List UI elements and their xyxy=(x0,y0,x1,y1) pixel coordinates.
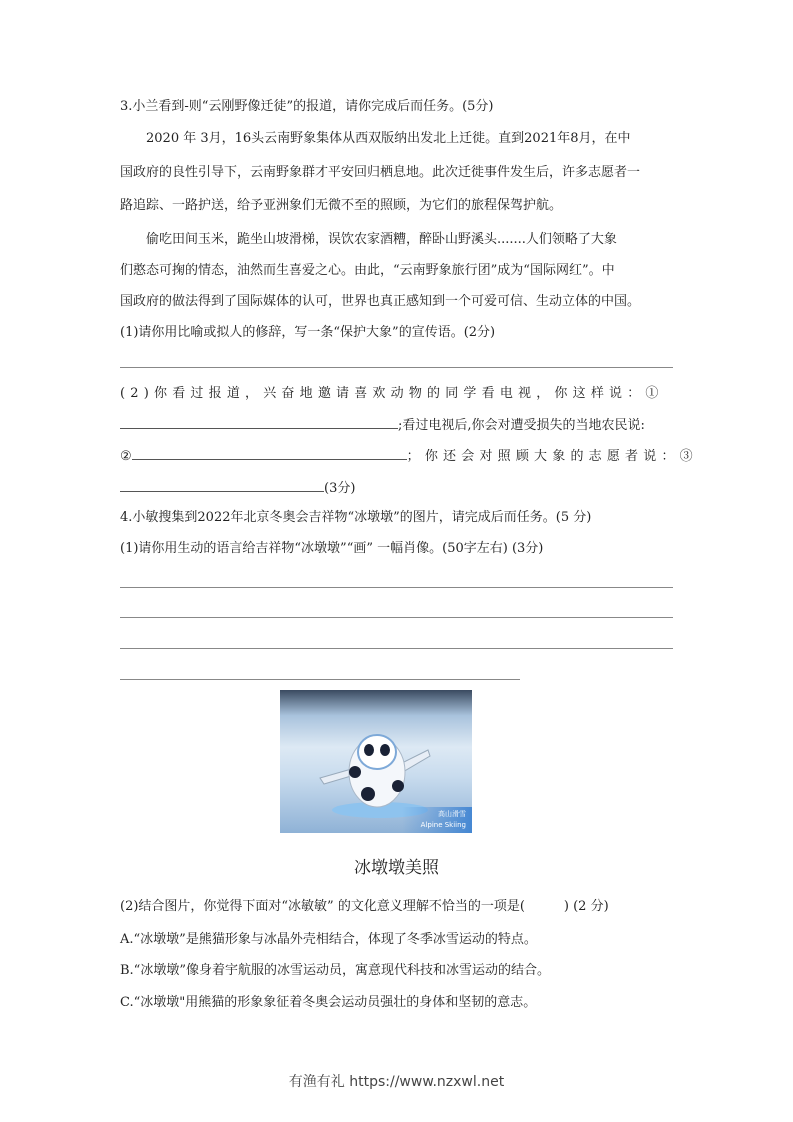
answer-line[interactable] xyxy=(120,587,673,588)
q3-para2-line: 偷吃田间玉米，跪坐山坡滑梯，误饮农家酒糟，醉卧山野溪头.......人们领略了大象 xyxy=(146,232,617,247)
answer-line[interactable] xyxy=(120,648,673,649)
q3-para2-line: 国政府的做法得到了国际媒体的认可，世界也真正感知到一个可爱可信、生动立体的中国。 xyxy=(120,294,641,309)
photo-label-en: Alpine Skiing xyxy=(420,821,466,829)
bing-dwen-dwen-photo xyxy=(280,690,472,833)
answer-blank-3[interactable] xyxy=(120,479,324,492)
q3-para1-line: 2020 年 3月，16头云南野象集体从西双版纳出发北上迁徙。直到2021年8月，在中 xyxy=(146,131,631,146)
photo-label xyxy=(402,807,472,833)
answer-line[interactable] xyxy=(120,617,673,618)
q3-para1-line: 国政府的良性引导下，云南野象群才平安回归栖息地。此次迁徙事件发生后，许多志愿者一 xyxy=(120,165,641,180)
q3-sub2-score: (3分) xyxy=(324,481,356,496)
q3-sub2-line3: ；你还会对照顾大象的志愿者说：③ xyxy=(406,449,698,464)
q3-sub2-circle2: ② xyxy=(120,449,132,464)
q3-para2-line: 们憨态可掬的情态，油然而生喜爱之心。由此，“云南野象旅行团”成为“国际网红”。中 xyxy=(120,263,615,278)
photo-caption: 冰墩墩美照 xyxy=(354,858,439,878)
q3-sub1: (1)请你用比喻或拟人的修辞，写一条“保护大象”的宣传语。(2分) xyxy=(120,325,496,340)
answer-blank-2[interactable] xyxy=(132,447,407,460)
q3-sub2-line2: ;看过电视后,你会对遭受损失的当地农民说: xyxy=(398,418,645,433)
answer-blank-1[interactable] xyxy=(120,416,398,429)
q4-title: 4.小敏搜集到2022年北京冬奥会吉祥物“冰墩墩”的图片，请完成后而任务。(5 分) xyxy=(120,510,592,525)
q3-sub2-line1: (2)你看过报道，兴奋地邀请喜欢动物的同学看电视，你这样说：① xyxy=(120,386,664,401)
option-b: B.“冰墩墩”像身着宇航服的冰雪运动员，寓意现代科技和冰雪运动的结合。 xyxy=(120,963,550,978)
answer-line[interactable] xyxy=(120,367,673,368)
q3-para1-line: 路追踪、一路护送，给予亚洲象们无微不至的照顾，为它们的旅程保驾护航。 xyxy=(120,198,563,213)
option-c: C.“冰墩墩"用熊猫的形象象征着冬奥会运动员强壮的身体和坚韧的意志。 xyxy=(120,995,537,1010)
option-a: A.“冰墩墩”是熊猫形象与冰晶外壳相结合，体现了冬季冰雪运动的特点。 xyxy=(120,932,537,947)
q4-sub1: (1)请你用生动的语言给吉祥物“冰墩墩”“画” 一幅肖像。(50字左右) (3分) xyxy=(120,541,544,556)
q3-title: 3.小兰看到-则“云刚野像迁徒”的报道，请你完成后而任务。(5分) xyxy=(120,99,494,114)
footer-watermark: 有渔有礼 https://www.nzxwl.net xyxy=(288,1074,505,1090)
answer-line[interactable] xyxy=(120,679,520,680)
photo-label-cn: 高山滑雪 xyxy=(438,810,466,818)
q4-sub2: (2)结合图片，你觉得下面对“冰敏敏” 的文化意义理解不恰当的一项是( ) (2 分) xyxy=(120,899,609,914)
